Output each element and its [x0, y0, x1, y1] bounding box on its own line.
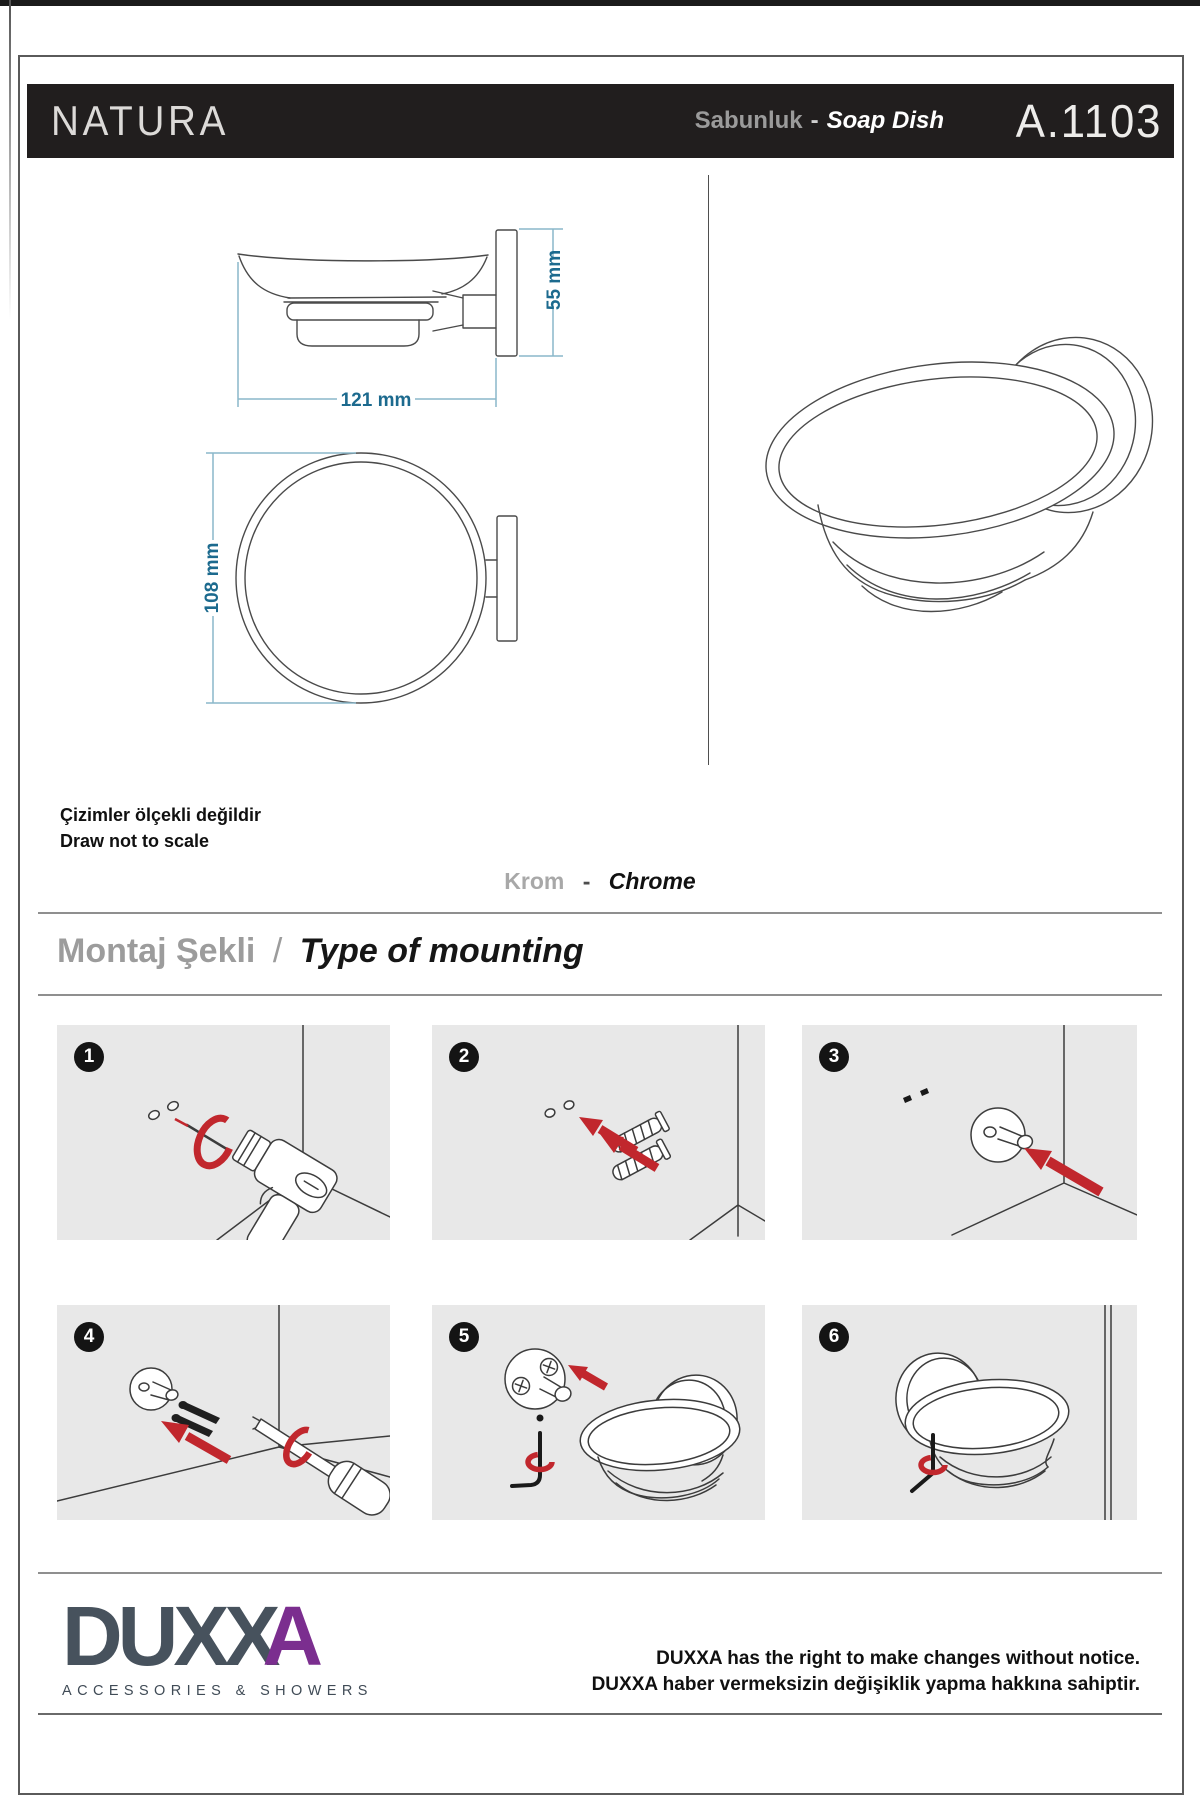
product-title	[695, 84, 944, 158]
legal-notice	[592, 1646, 1140, 1698]
product-name-separator: -	[810, 107, 819, 134]
step-number-badge	[449, 1322, 479, 1352]
finish-label	[0, 868, 1200, 895]
scale-note	[60, 802, 261, 854]
step-number: 4	[83, 1326, 95, 1347]
mounting-title-turkish: Montaj Şekli	[57, 932, 256, 970]
scale-note-english: Draw not to scale	[60, 831, 210, 851]
mounting-step-panel-5	[432, 1305, 765, 1520]
section-rule-bottom	[38, 994, 1162, 996]
logo-main-letters: DUXX	[62, 1589, 276, 1683]
logo-wordmark	[62, 1589, 373, 1683]
step-4-illustration-screwdriver	[57, 1305, 390, 1520]
mounting-section-title	[57, 932, 584, 971]
step-number-badge	[819, 1322, 849, 1352]
mounting-step-panel-2	[432, 1025, 765, 1240]
footer-rule-bottom	[38, 1713, 1162, 1715]
brand-logo	[62, 1589, 373, 1699]
step-5-illustration-attach-dish	[432, 1305, 765, 1520]
mounting-step-panel-6	[802, 1305, 1137, 1520]
finish-turkish: Krom	[504, 868, 565, 894]
legal-notice-english: DUXXA has the right to make changes without notice.	[656, 1648, 1140, 1669]
mounting-step-panel-1	[57, 1025, 390, 1240]
mounting-step-panel-4	[57, 1305, 390, 1520]
step-3-illustration-bracket	[802, 1025, 1137, 1240]
step-number-badge	[74, 1322, 104, 1352]
finish-separator: -	[582, 868, 591, 894]
step-2-illustration-anchors	[432, 1025, 765, 1240]
technical-drawing-perspective	[700, 170, 1200, 785]
step-number-badge	[819, 1042, 849, 1072]
legal-notice-turkish: DUXXA haber vermeksizin değişiklik yapma hakkına sahiptir.	[591, 1674, 1140, 1695]
logo-accent-letter: A	[262, 1589, 319, 1683]
step-number: 6	[828, 1326, 840, 1347]
series-title: NATURA	[51, 97, 230, 144]
scan-left-edge	[9, 0, 11, 320]
step-number-badge	[449, 1042, 479, 1072]
section-rule-top	[38, 912, 1162, 914]
step-number-badge	[74, 1042, 104, 1072]
footer-rule-top	[38, 1572, 1162, 1574]
technical-drawing-orthographic	[30, 170, 680, 785]
dimension-diameter-label: 108 mm	[202, 542, 223, 614]
product-code: A.1103	[1015, 95, 1162, 147]
product-name-english: Soap Dish	[826, 107, 944, 134]
step-number: 1	[83, 1046, 95, 1067]
dimension-width-label: 121 mm	[340, 390, 412, 411]
product-name-turkish: Sabunluk	[694, 107, 803, 134]
mounting-title-english: Type of mounting	[299, 932, 584, 970]
step-number: 5	[458, 1326, 470, 1347]
header-bar	[27, 84, 1174, 158]
logo-tagline: ACCESSORIES & SHOWERS	[62, 1683, 373, 1699]
mounting-title-separator: /	[272, 932, 283, 970]
finish-english: Chrome	[608, 868, 696, 894]
step-6-illustration-tighten	[802, 1305, 1137, 1520]
step-1-illustration-drill	[57, 1025, 390, 1240]
step-number: 2	[458, 1046, 470, 1067]
mounting-step-panel-3	[802, 1025, 1137, 1240]
scale-note-turkish: Çizimler ölçekli değildir	[60, 805, 262, 825]
step-number: 3	[828, 1046, 840, 1067]
dimension-height-label: 55 mm	[544, 249, 565, 311]
scan-top-edge	[0, 0, 1200, 6]
dimension-lines	[206, 229, 563, 703]
